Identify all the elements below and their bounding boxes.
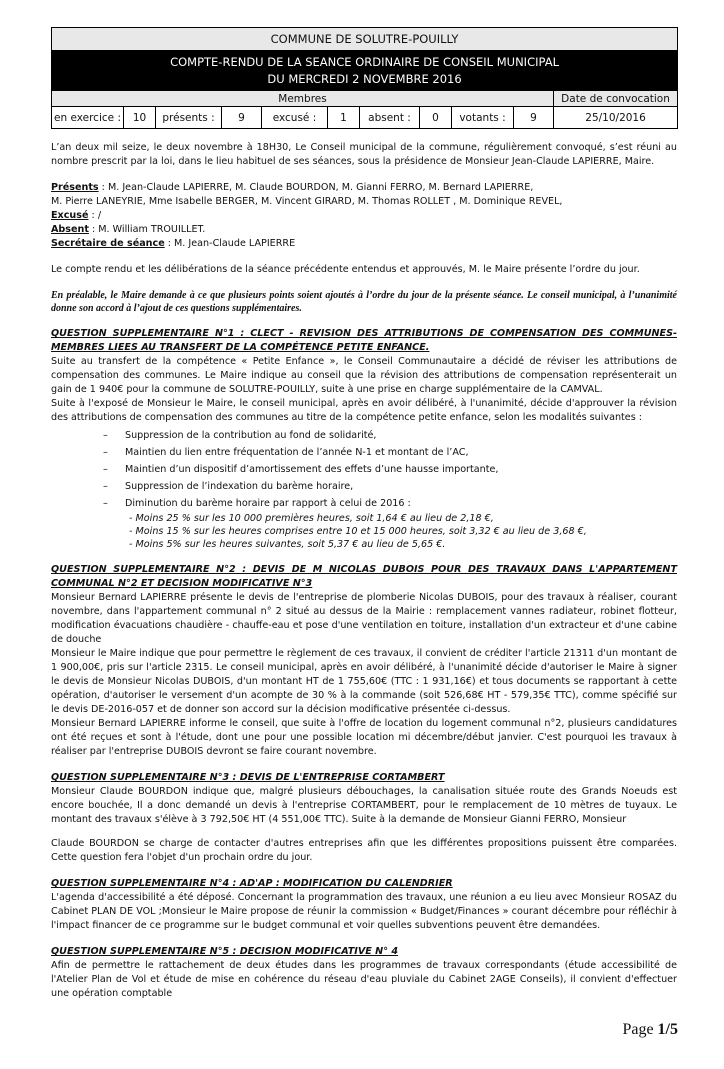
absent-label: absent : [360, 107, 420, 129]
question-1 [51, 327, 677, 551]
list-item: – Diminution du barème horaire par rapport à celui de 2016 : [103, 495, 677, 512]
presents-list-1: : M. Jean-Claude LAPIERRE, M. Claude BOURDON, M. Gianni FERRO, M. Bernard LAPIERRE, [98, 182, 534, 193]
question-3 [51, 771, 677, 865]
q5-heading: QUESTION SUPPLEMENTAIRE N°5 : DECISION MODIFICATIVE N° 4 [51, 946, 399, 957]
date-label: Date de convocation [554, 91, 678, 107]
approval-paragraph: Le compte rendu et les délibérations de la séance précédente entendus et approuvés, M. le Maire présente l’ordre du jour. [51, 264, 640, 275]
header-table [51, 27, 678, 129]
question-5 [51, 945, 677, 1001]
list-item: – Suppression de l’indexation du barème horaire, [103, 478, 677, 495]
excuse-value: 1 [328, 107, 360, 129]
title-line-2: DU MERCREDI 2 NOVEMBRE 2016 [267, 71, 462, 86]
q3-heading: QUESTION SUPPLEMENTAIRE N°3 : DEVIS DE L'ENTREPRISE CORTAMBERT [51, 772, 445, 783]
date-value: 25/10/2016 [554, 107, 678, 129]
q1-paragraph-1: Suite au transfert de la compétence « Petite Enfance », le Conseil Communautaire a décidé de réviser les attributions de compensation des communes. Le Maire indique au conseil que la révision des attributions de compensation représenterait un gain de 1 940€ pour la commune de SOLUTRE-POUILLY, suite à une prise en charge supplémentaire de la CAMVAL. [51, 356, 677, 395]
q1-sub-item: - Moins 5% sur les heures suivantes, soit 5,37 € au lieu de 5,65 €. [129, 539, 446, 550]
presents-heading: Présents [51, 182, 99, 193]
q2-heading: QUESTION SUPPLEMENTAIRE N°2 : DEVIS DE M NICOLAS DUBOIS POUR DES TRAVAUX DANS L'APPARTEMENT COMMUNAL N°2 ET DECISION MODIFICATIVE N°3 [51, 564, 677, 589]
presents-list-2: M. Pierre LANEYRIE, Mme Isabelle BERGER, M. Vincent GIRARD, M. Thomas ROLLET , M. Dominique REVEL, [51, 196, 563, 207]
presents-value: 9 [222, 107, 262, 129]
q1-paragraph-2: Suite à l'exposé de Monsieur le Maire, le conseil municipal, après en avoir délibéré, à l'unanimité, décide d'approuver la révision des attributions de compensation des communes au titre de la compétence petite enfance, selon les modalités suivantes : [51, 398, 677, 423]
list-item: – Maintien du lien entre fréquentation de l’année N-1 et montant de l’AC, [103, 444, 677, 461]
page-count: 1/5 [657, 1021, 678, 1038]
absent-list: : M. William TROUILLET. [88, 224, 206, 235]
q1-heading: QUESTION SUPPLEMENTAIRE N°1 : CLECT - REVISION DES ATTRIBUTIONS DE COMPENSATION DES COMMUNES-MEMBRES LIEES AU TRANSFERT DE LA COMPÉTENCE PETITE ENFANCE. [51, 328, 677, 353]
secretaire-heading: Secrétaire de séance [51, 238, 165, 249]
q4-paragraph-1: L'agenda d'accessibilité a été déposé. Concernant la programmation des travaux, une réunion a eu lieu avec Monsieur ROSAZ du Cabinet PLAN DE VOL ;Monsieur le Maire propose de réunir la commission « Budget/Finances » courant décembre pour réfléchir à l'impact financer de ce programme sur le budget communal et voir quelles subventions peuvent être demandées. [51, 892, 677, 931]
q1-sub-item: - Moins 25 % sur les 10 000 premières heures, soit 1,64 € au lieu de 2,18 €, [129, 513, 494, 524]
list-item: – Suppression de la contribution au fond de solidarité, [103, 427, 677, 444]
q4-heading: QUESTION SUPPLEMENTAIRE N°4 : AD'AP : MODIFICATION DU CALENDRIER [51, 878, 453, 889]
preamble-paragraph: En préalable, le Maire demande à ce que plusieurs points soient ajoutés à l’ordre du jour de la présente séance. Le conseil municipal, à l’unanimité donne son accord à l’ajout de ces questions supplémentaires. [51, 290, 677, 314]
absent-heading: Absent [51, 224, 89, 235]
q2-paragraph-1: Monsieur Bernard LAPIERRE présente le devis de l'entreprise de plomberie Nicolas DUBOIS, pour des travaux à réaliser, courant novembre, dans l'appartement communal n° 2 situé au dessus de la Mairie : remplacement vannes radiateur, robinet flotteur, modification évacuations chaudière - chauffe-eau et pose d'une ventilation en toiture, installation d'un extracteur et d'une cabine de douche [51, 592, 677, 645]
membres-label: Membres [52, 91, 554, 107]
title-line-1: COMPTE-RENDU DE LA SEANCE ORDINAIRE DE CONSEIL MUNICIPAL [170, 54, 559, 69]
excuse-heading: Excusé [51, 210, 89, 221]
document-title [52, 51, 678, 91]
votants-label: votants : [452, 107, 514, 129]
q5-paragraph-1: Afin de permettre le rattachement de deux études dans les programmes de travaux correspondants (étude accessibilité de l'Atelier Plan de Vol et étude de mise en cohérence du réseau d'eau pluviale du Cabinet 2AGE Conseils), il convient d'effectuer une opération comptable [51, 960, 677, 999]
absent-value: 0 [420, 107, 452, 129]
en-exercice-value: 10 [124, 107, 156, 129]
commune-name: COMMUNE DE SOLUTRE-POUILLY [52, 28, 678, 51]
q3-paragraph-1: Monsieur Claude BOURDON indique que, malgré plusieurs débouchages, la canalisation située route des Grands Noeuds est encore bouchée, Il a donc demandé un devis à l'entreprise CORTAMBERT, pour le remplacement de 10 mètres de tuyaux. Le montant des travaux s'élève à 3 792,50€ HT (4 551,00€ TTC). Suite à la demande de Monsieur Gianni FERRO, Monsieur [51, 786, 677, 825]
votants-value: 9 [514, 107, 554, 129]
secretaire-name: : M. Jean-Claude LAPIERRE [164, 238, 296, 249]
list-item: – Maintien d’un dispositif d’amortissement des effets d’une hausse importante, [103, 461, 677, 478]
question-2 [51, 563, 677, 759]
excuse-label: excusé : [262, 107, 328, 129]
en-exercice-label: en exercice : [52, 107, 124, 129]
q1-sub-item: - Moins 15 % sur les heures comprises entre 10 et 15 000 heures, soit 3,32 € au lieu de 3,68 €, [129, 526, 587, 537]
q1-list [51, 427, 677, 512]
q3-paragraph-2: Claude BOURDON se charge de contacter d'autres entreprises afin que les différentes propositions puissent être comparées. Cette question fera l'objet d'un prochain ordre du jour. [51, 838, 677, 863]
attendance [51, 181, 677, 251]
question-4 [51, 877, 677, 933]
excuse-list: : / [88, 210, 102, 221]
intro-paragraph: L’an deux mil seize, le deux novembre à 18H30, Le Conseil municipal de la commune, régulièrement convoqué, s’est réuni au nombre prescrit par la loi, dans le lieu habituel de ses séances, sous la présidence de Monsieur Jean-Claude LAPIERRE, Maire. [51, 142, 677, 167]
q2-paragraph-3: Monsieur Bernard LAPIERRE informe le conseil, que suite à l'offre de location du logement communal n°2, plusieurs candidatures ont été reçues et sont à l'étude, dont une pour une possible location mi décembre/début janvier. C'est pourquoi les travaux à réaliser par l'entreprise DUBOIS devront se faire courant novembre. [51, 718, 677, 757]
presents-label: présents : [156, 107, 222, 129]
page-prefix: Page [622, 1021, 658, 1038]
q2-paragraph-2: Monsieur le Maire indique que pour permettre le règlement de ces travaux, il convient de créditer l'article 21311 d'un montant de 1 900,00€, pris sur l'article 2315. Le conseil municipal, après en avoir délibéré, à l'unanimité décide d'autoriser le Maire à signer le devis de Monsieur Nicolas DUBOIS, d'un montant HT de 1 755,60€ (TTC : 1 931,16€) et tous documents se rapportant à cette opération, d'autoriser le versement d'un acompte de 30 % à la commande (soit 526,68€ HT - 579,35€ TTC), comme spécifié sur le devis DE-2016-057 et de donner son accord sur la décision modificative présentée ci-dessus. [51, 648, 677, 715]
